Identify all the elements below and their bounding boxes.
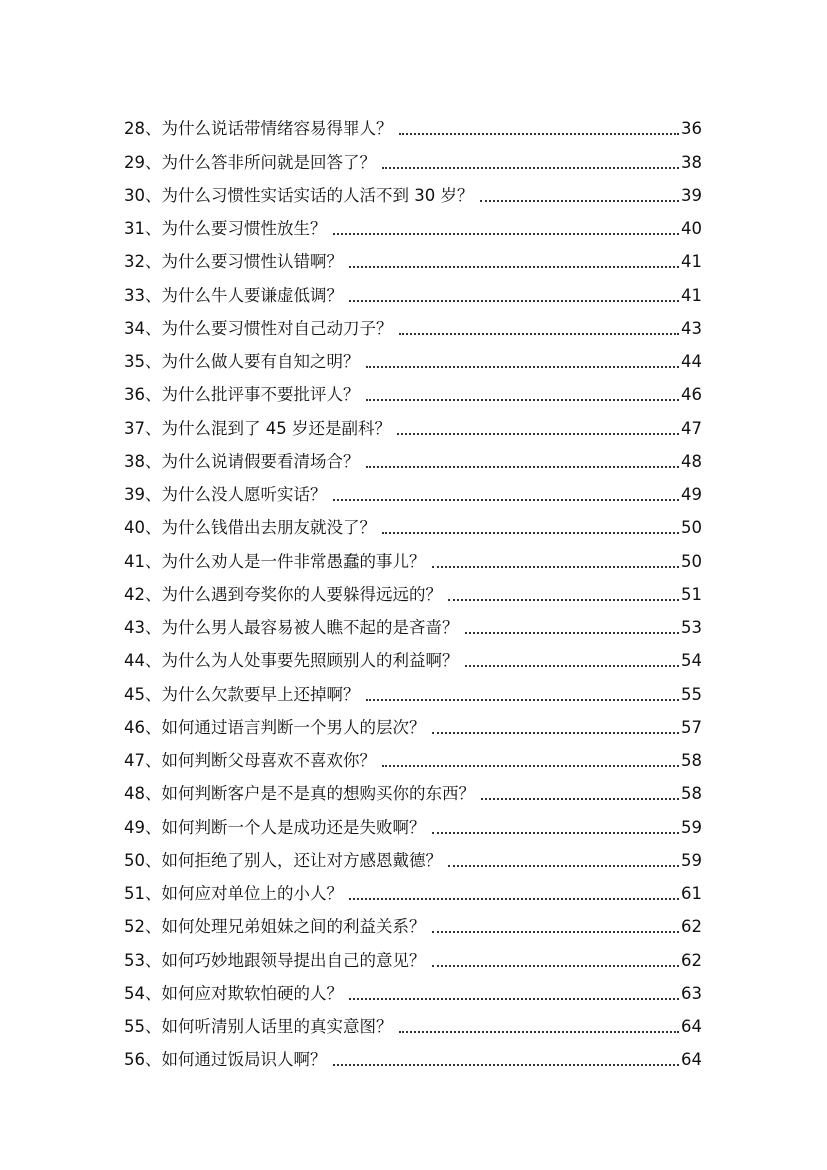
entry-title: 如何判断一个人是成功还是失败啊？ xyxy=(161,817,426,837)
entry-title: 为什么答非所问就是回答了？ xyxy=(161,152,376,172)
entry-number: 31、 xyxy=(124,219,162,238)
entry-page-number: 50 xyxy=(681,518,702,538)
entry-title: 为什么说请假要看清场合？ xyxy=(161,451,360,471)
dot-leader xyxy=(333,1064,680,1066)
toc-entry xyxy=(124,872,702,905)
entry-title: 为什么要习惯性认错啊？ xyxy=(161,252,343,272)
entry-number: 45、 xyxy=(124,684,162,704)
toc-entry xyxy=(124,672,702,705)
entry-number: 46、 xyxy=(124,717,162,737)
dot-leader xyxy=(366,399,680,401)
toc-entry xyxy=(124,706,702,739)
table-of-contents xyxy=(124,107,702,1071)
toc-entry xyxy=(124,1005,702,1038)
dot-leader xyxy=(481,798,679,800)
entry-number: 32、 xyxy=(124,252,162,272)
dot-leader xyxy=(333,499,680,501)
toc-entry xyxy=(124,207,702,240)
dot-leader xyxy=(349,266,679,268)
toc-entry xyxy=(124,373,702,406)
entry-page-number: 62 xyxy=(681,917,702,937)
dot-leader xyxy=(480,200,680,202)
entry-title: 为什么没人愿听实话？ xyxy=(161,485,327,504)
entry-title: 如何拒绝了别人，还让对方感恩戴德？ xyxy=(161,850,442,870)
dot-leader xyxy=(465,665,680,667)
entry-number: 56、 xyxy=(124,1050,162,1070)
entry-number: 40、 xyxy=(124,518,162,538)
entry-number: 54、 xyxy=(124,983,162,1003)
entry-page-number: 47 xyxy=(681,418,702,438)
entry-title: 为什么做人要有自知之明？ xyxy=(161,352,360,371)
entry-page-number: 46 xyxy=(681,385,702,405)
entry-page-number: 54 xyxy=(681,651,702,671)
entry-page-number: 55 xyxy=(681,684,702,704)
entry-title: 为什么劝人是一件非常愚蠢的事儿？ xyxy=(161,551,426,571)
entry-number: 36、 xyxy=(124,385,162,405)
dot-leader xyxy=(432,832,680,834)
entry-number: 35、 xyxy=(124,352,162,371)
toc-entry xyxy=(124,573,702,606)
toc-entry xyxy=(124,972,702,1005)
entry-page-number: 63 xyxy=(681,983,702,1003)
entry-title: 为什么习惯性实话实话的人活不到 30 岁？ xyxy=(161,185,474,205)
entry-number: 39、 xyxy=(124,485,162,504)
toc-entry xyxy=(124,938,702,971)
entry-title: 如何应对欺软怕硬的人？ xyxy=(161,983,343,1003)
toc-entry xyxy=(124,107,702,140)
entry-title: 为什么要习惯性对自己动刀子？ xyxy=(161,318,393,338)
entry-number: 48、 xyxy=(124,784,162,804)
entry-title: 如何通过饭局识人啊？ xyxy=(161,1050,327,1070)
toc-entry xyxy=(124,440,702,473)
entry-page-number: 48 xyxy=(681,451,702,471)
entry-title: 如何判断父母喜欢不喜欢你？ xyxy=(161,751,376,770)
entry-number: 47、 xyxy=(124,751,162,770)
toc-entry xyxy=(124,639,702,672)
dot-leader xyxy=(382,532,679,534)
entry-number: 44、 xyxy=(124,651,162,671)
toc-entry xyxy=(124,805,702,838)
entry-page-number: 59 xyxy=(681,850,702,870)
entry-title: 为什么遇到夸奖你的人要躲得远远的？ xyxy=(161,584,442,604)
entry-number: 51、 xyxy=(124,884,162,903)
entry-number: 30、 xyxy=(124,185,162,205)
toc-entry xyxy=(124,905,702,938)
toc-entry xyxy=(124,307,702,340)
entry-number: 28、 xyxy=(124,119,162,139)
dot-leader xyxy=(448,865,679,867)
entry-page-number: 58 xyxy=(681,784,702,804)
entry-page-number: 53 xyxy=(681,618,702,637)
entry-page-number: 38 xyxy=(681,152,702,172)
dot-leader xyxy=(333,233,680,235)
entry-page-number: 59 xyxy=(681,817,702,837)
dot-leader xyxy=(399,133,680,135)
toc-entry xyxy=(124,174,702,207)
entry-page-number: 44 xyxy=(681,352,702,371)
entry-page-number: 57 xyxy=(681,717,702,737)
entry-number: 55、 xyxy=(124,1017,162,1036)
entry-title: 为什么钱借出去朋友就没了？ xyxy=(161,518,376,538)
dot-leader xyxy=(399,333,680,335)
dot-leader xyxy=(366,366,680,368)
toc-entry xyxy=(124,240,702,273)
toc-entry xyxy=(124,473,702,506)
dot-leader xyxy=(432,965,680,967)
entry-title: 如何听清别人话里的真实意图？ xyxy=(161,1017,393,1036)
toc-entry xyxy=(124,340,702,373)
entry-page-number: 40 xyxy=(681,219,702,238)
dot-leader xyxy=(432,566,680,568)
entry-title: 为什么要习惯性放生？ xyxy=(161,219,327,238)
entry-page-number: 41 xyxy=(681,252,702,272)
entry-number: 33、 xyxy=(124,285,162,305)
entry-page-number: 39 xyxy=(681,185,702,205)
dot-leader xyxy=(399,1031,680,1033)
entry-page-number: 62 xyxy=(681,950,702,970)
entry-page-number: 64 xyxy=(681,1017,702,1036)
toc-entry xyxy=(124,273,702,306)
dot-leader xyxy=(349,898,679,900)
entry-number: 37、 xyxy=(124,418,162,438)
toc-entry xyxy=(124,406,702,439)
entry-page-number: 36 xyxy=(681,119,702,139)
toc-entry xyxy=(124,772,702,805)
dot-leader xyxy=(349,300,679,302)
entry-page-number: 51 xyxy=(681,584,702,604)
entry-title: 如何巧妙地跟领导提出自己的意见？ xyxy=(161,950,426,970)
dot-leader xyxy=(397,433,679,435)
toc-entry xyxy=(124,606,702,639)
entry-title: 为什么说话带情绪容易得罪人？ xyxy=(161,119,393,139)
entry-number: 38、 xyxy=(124,451,162,471)
entry-title: 为什么为人处事要先照顾别人的利益啊？ xyxy=(161,651,459,671)
entry-number: 42、 xyxy=(124,584,162,604)
toc-entry xyxy=(124,839,702,872)
toc-entry xyxy=(124,739,702,772)
entry-number: 29、 xyxy=(124,152,162,172)
toc-entry xyxy=(124,506,702,539)
entry-title: 如何通过语言判断一个男人的层次？ xyxy=(161,717,426,737)
toc-entry xyxy=(124,539,702,572)
dot-leader xyxy=(366,466,680,468)
entry-number: 41、 xyxy=(124,551,162,571)
entry-page-number: 50 xyxy=(681,551,702,571)
dot-leader xyxy=(465,632,680,634)
entry-page-number: 64 xyxy=(681,1050,702,1070)
toc-entry xyxy=(124,140,702,173)
dot-leader xyxy=(432,931,680,933)
entry-title: 为什么批评事不要批评人？ xyxy=(161,385,360,405)
dot-leader xyxy=(448,599,679,601)
entry-page-number: 49 xyxy=(681,485,702,504)
dot-leader xyxy=(432,732,680,734)
entry-number: 49、 xyxy=(124,817,162,837)
entry-page-number: 41 xyxy=(681,285,702,305)
dot-leader xyxy=(382,765,679,767)
entry-page-number: 43 xyxy=(681,318,702,338)
entry-title: 为什么混到了 45 岁还是副科？ xyxy=(161,418,391,438)
dot-leader xyxy=(349,998,679,1000)
entry-number: 43、 xyxy=(124,618,162,637)
entry-title: 为什么欠款要早上还掉啊？ xyxy=(161,684,360,704)
entry-title: 如何判断客户是不是真的想购买你的东西？ xyxy=(161,784,475,804)
entry-title: 如何处理兄弟姐妹之间的利益关系？ xyxy=(161,917,426,937)
dot-leader xyxy=(366,699,680,701)
entry-number: 52、 xyxy=(124,917,162,937)
entry-page-number: 61 xyxy=(681,884,702,903)
entry-number: 34、 xyxy=(124,318,162,338)
dot-leader xyxy=(382,167,679,169)
entry-title: 如何应对单位上的小人？ xyxy=(161,884,343,903)
entry-title: 为什么男人最容易被人瞧不起的是吝啬？ xyxy=(161,618,459,637)
toc-entry xyxy=(124,1038,702,1071)
entry-number: 50、 xyxy=(124,850,162,870)
entry-page-number: 58 xyxy=(681,751,702,770)
entry-title: 为什么牛人要谦虚低调？ xyxy=(161,285,343,305)
entry-number: 53、 xyxy=(124,950,162,970)
